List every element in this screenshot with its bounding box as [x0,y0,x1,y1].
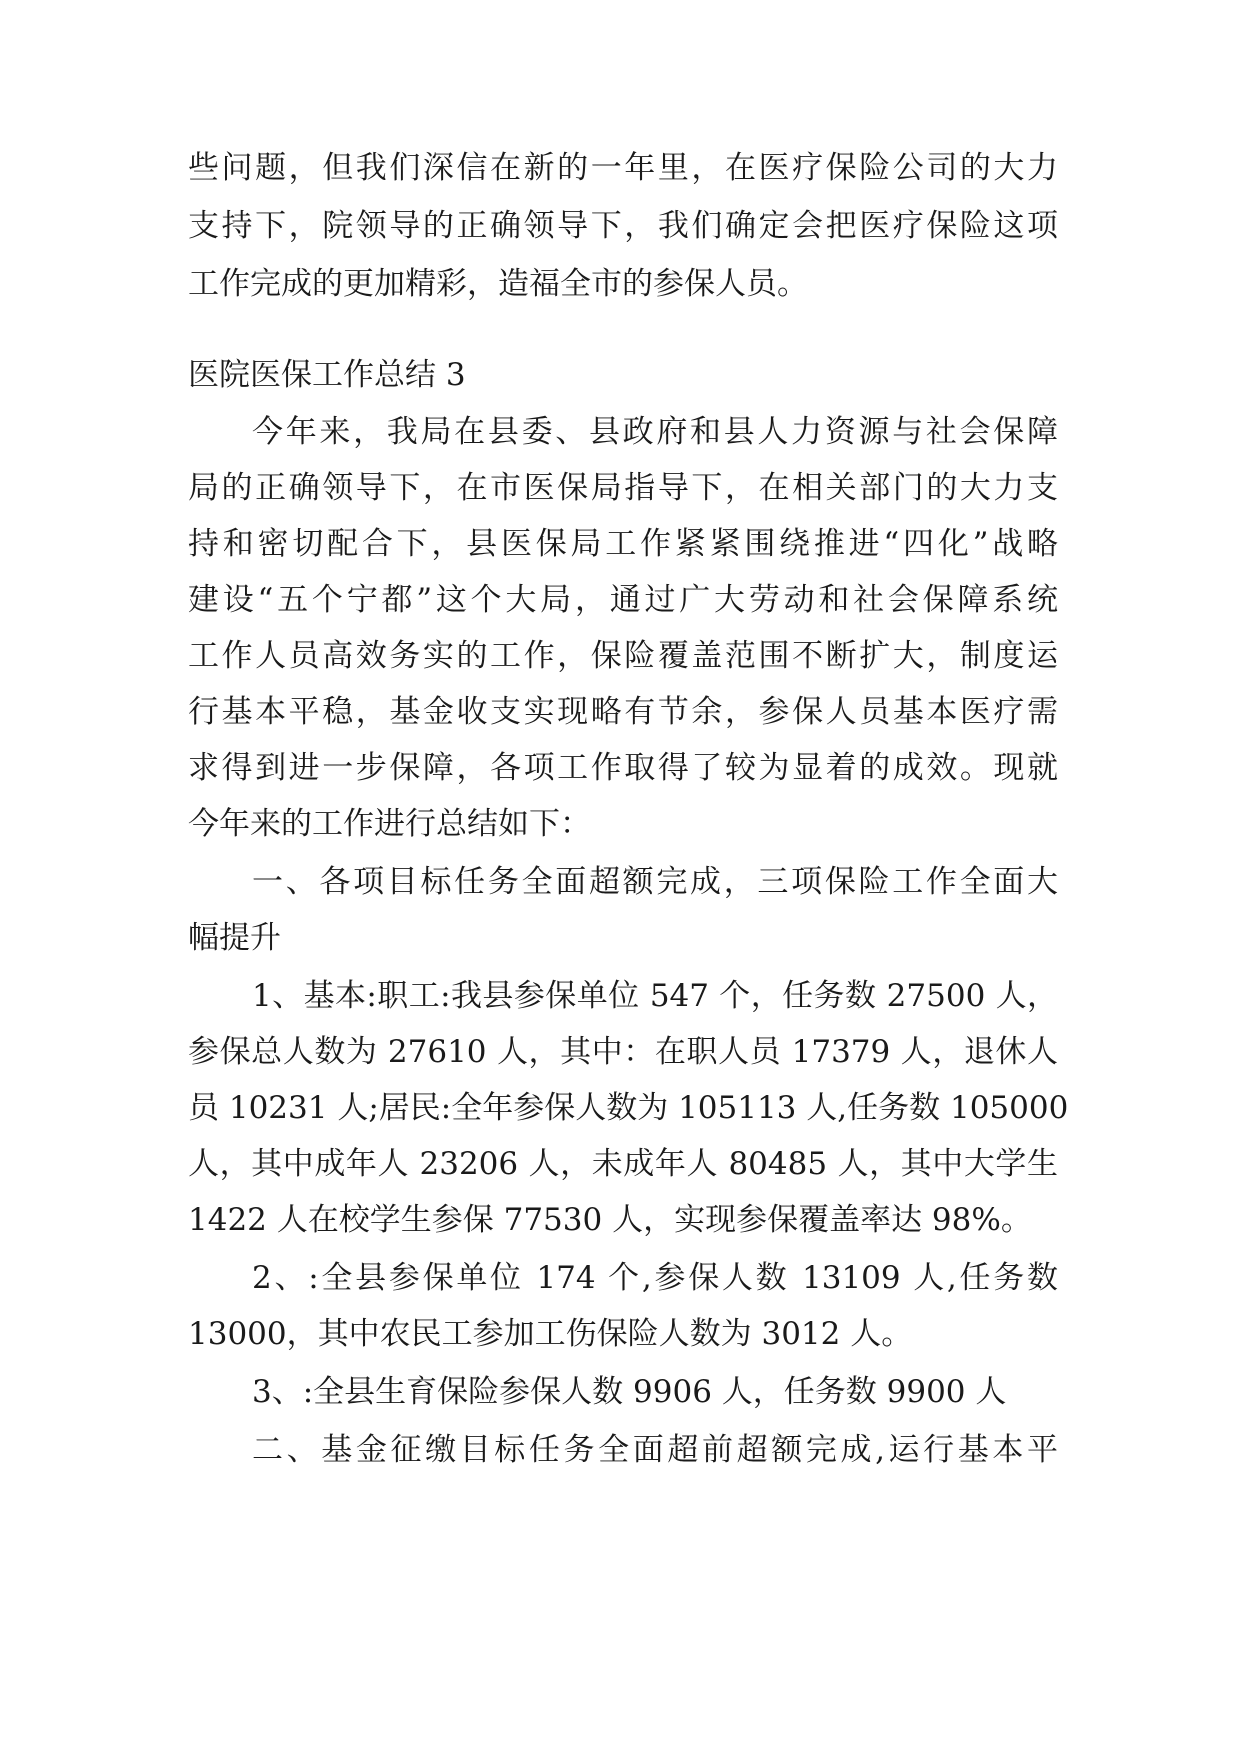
text-line: 工作完成的更加精彩，造福全市的参保人员。 [188,266,808,302]
text-line: 13000，其中农民工参加工伤保险人数为 3012 人。 [188,1316,913,1352]
text-line: 1422 人在校学生参保 77530 人，实现参保覆盖率达 98%。 [188,1202,1032,1238]
text-line: 建设“五个宁都”这个大局，通过广大劳动和社会保障系统 [188,582,1058,618]
section-heading: 幅提升 [188,920,281,956]
text-line: 支持下，院领导的正确领导下，我们确定会把医疗保险这项 [188,208,1058,244]
text-line: 2、:全县参保单位 174 个,参保人数 13109 人,任务数 [252,1260,1058,1296]
text-line: 3、:全县生育保险参保人数 9906 人，任务数 9900 人 [252,1374,1007,1410]
text-line: 员 10231 人;居民:全年参保人数为 105113 人,任务数 105000 [188,1090,1069,1126]
text-line: 求得到进一步保障，各项工作取得了较为显着的成效。现就 [188,750,1058,786]
text-line: 今年来的工作进行总结如下： [188,806,591,842]
text-line: 人，其中成年人 23206 人，未成年人 80485 人，其中大学生 [188,1146,1058,1182]
text-line: 些问题，但我们深信在新的一年里，在医疗保险公司的大力 [188,150,1058,186]
section-heading: 二、基金征缴目标任务全面超前超额完成,运行基本平 [252,1432,1058,1468]
text-line: 工作人员高效务实的工作，保险覆盖范围不断扩大，制度运 [188,638,1058,674]
text-line: 持和密切配合下，县医保局工作紧紧围绕推进“四化”战略 [188,526,1058,562]
text-line: 今年来，我局在县委、县政府和县人力资源与社会保障 [252,414,1058,450]
section-heading: 一、各项目标任务全面超额完成，三项保险工作全面大 [252,864,1058,900]
text-line: 1、基本:职工:我县参保单位 547 个，任务数 27500 人， [252,978,1058,1014]
text-line: 行基本平稳，基金收支实现略有节余，参保人员基本医疗需 [188,694,1058,730]
text-line: 局的正确领导下，在市医保局指导下，在相关部门的大力支 [188,470,1058,506]
text-line: 参保总人数为 27610 人，其中：在职人员 17379 人，退休人 [188,1034,1058,1070]
section-title: 医院医保工作总结 3 [188,357,466,393]
